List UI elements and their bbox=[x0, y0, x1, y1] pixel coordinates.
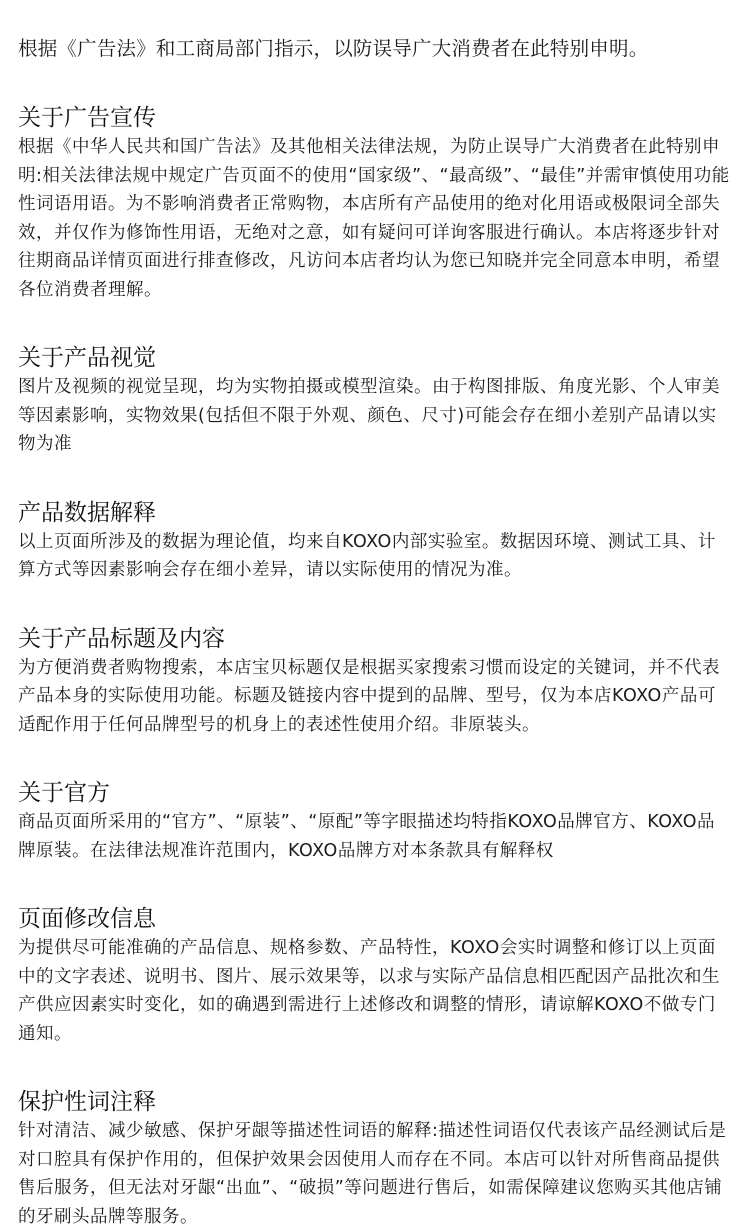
section-title: 关于产品标题及内容 bbox=[18, 625, 225, 652]
intro-statement: 根据《广告法》和工商局部门指示，以防误导广大消费者在此特别申明。 bbox=[18, 37, 649, 60]
section-page-revision bbox=[18, 905, 732, 1048]
section-title: 保护性词注释 bbox=[18, 1089, 156, 1115]
section-body: 为提供尽可能准确的产品信息、规格参数、产品特性，KOXO会实时调整和修订以上页面中的文字表述、说明书、图片、展示效果等，以求与实际产品信息相匹配因产品批次和生产供应因素实时变化，如的确遇到需进行上述修改和调整的情形，请谅解KOXO不做专门通知。 bbox=[18, 938, 720, 1044]
section-body: 根据《中华人民共和国广告法》及其他相关法律法规，为防止误导广大消费者在此特别申明:相关法律法规中规定广告页面不的使用“国家级”、“最高级”、“最佳”并需审慎使用功能性词语用语。为不影响消费者正常购物，本店所有产品使用的绝对化用语或极限词全部失效，并仅作为修饰性用语，无绝对之意，如有疑问可详询客服进行确认。本店将逐步针对往期商品详情页面进行排查修改，凡访问本店者均认为您已知晓并完全同意本申明，希望各位消费者理解。 bbox=[18, 137, 730, 300]
section-protective-terms bbox=[18, 1088, 732, 1231]
section-product-title bbox=[18, 625, 732, 740]
section-body: 商品页面所采用的“官方”、“原装”、“原配”等字眼描述均特指KOXO品牌官方、KOXO品牌原装。在法律法规准许范围内，KOXO品牌方对本条款具有解释权 bbox=[18, 812, 716, 861]
section-body: 以上页面所涉及的数据为理论值，均来自KOXO内部实验室。数据因环境、测试工具、计算方式等因素影响会存在细小差异，请以实际使用的情况为准。 bbox=[18, 531, 716, 580]
section-advertising bbox=[18, 104, 732, 304]
section-title: 关于广告宣传 bbox=[18, 105, 156, 131]
section-title: 页面修改信息 bbox=[18, 906, 156, 932]
section-official bbox=[18, 779, 732, 865]
section-product-data bbox=[18, 499, 732, 585]
section-body: 针对清洁、减少敏感、保护牙龈等描述性词语的解释:描述性词语仅代表该产品经测试后是对口腔具有保护作用的，但保护效果会因使用人而存在不同。本店可以针对所售商品提供售后服务，但无法对牙龈“出血”、“破损”等问题进行售后，如需保障建议您购买其他店铺的牙刷头品牌等服务。 bbox=[18, 1121, 727, 1227]
section-title: 关于产品视觉 bbox=[18, 345, 156, 371]
section-product-visual bbox=[18, 344, 732, 459]
section-title: 产品数据解释 bbox=[18, 499, 156, 526]
section-title: 关于官方 bbox=[18, 780, 110, 806]
section-body: 为方便消费者购物搜索，本店宝贝标题仅是根据买家搜索习惯而设定的关键词，并不代表产品本身的实际使用功能。标题及链接内容中提到的品牌、型号，仅为本店KOXO产品可适配作用于任何品牌型号的机身上的表述性使用介绍。非原装头。 bbox=[18, 657, 720, 735]
section-body: 图片及视频的视觉呈现，均为实物拍摄或模型渲染。由于构图排版、角度光影、个人审美等因素影响，实物效果(包括但不限于外观、颜色、尺寸)可能会存在细小差别产品请以实物为准 bbox=[18, 377, 720, 454]
